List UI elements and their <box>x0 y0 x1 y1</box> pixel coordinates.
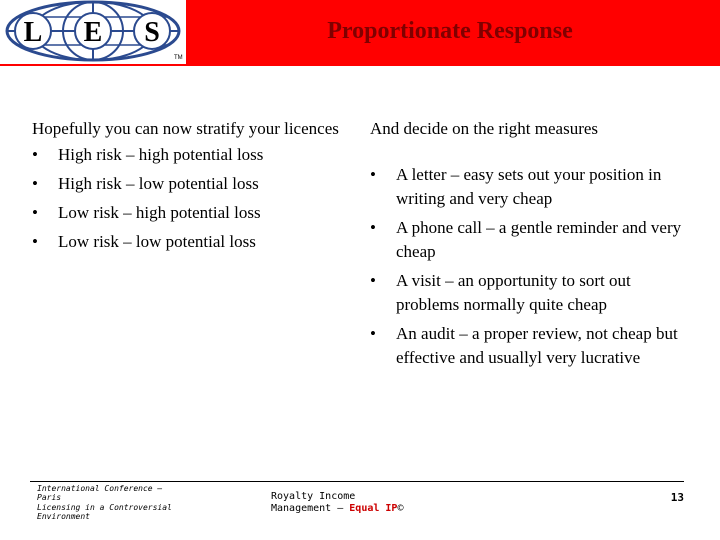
list-item-text: High risk – high potential loss <box>58 145 264 164</box>
footer-company-name: Equal IP <box>349 503 398 514</box>
list-item <box>32 172 357 196</box>
footer-center-prefix: Management – <box>271 503 350 514</box>
left-bullet-list <box>32 143 357 254</box>
list-item-text: Low risk – low potential loss <box>58 232 256 251</box>
list-item <box>370 163 695 211</box>
svg-text:S: S <box>144 17 160 48</box>
footer-divider <box>30 481 684 482</box>
list-item <box>370 322 695 370</box>
left-column <box>32 117 357 259</box>
slide-title: Proportionate Response <box>327 18 573 44</box>
footer-center-line <box>271 503 491 515</box>
list-item <box>32 143 357 167</box>
copyright-symbol: © <box>397 503 404 514</box>
list-item-text: A letter – easy sets out your position in writing and very cheap <box>396 165 662 208</box>
list-item-text: An audit – a proper review, not cheap but effective and usuallyl very lucrative <box>396 324 678 367</box>
bullet-icon: • <box>370 324 376 343</box>
globe-icon <box>0 0 186 64</box>
list-item-text: Low risk – high potential loss <box>58 203 261 222</box>
right-lead-text: And decide on the right measures <box>370 119 599 138</box>
bullet-icon: • <box>32 203 38 222</box>
list-item <box>32 230 357 254</box>
list-item-text: High risk – low potential loss <box>58 174 259 193</box>
footer-left-line: International Conference – <box>37 484 163 493</box>
footer-presenter-info <box>271 491 491 515</box>
trademark-label: TM <box>174 55 183 61</box>
right-column <box>370 117 695 375</box>
svg-text:E: E <box>83 17 103 48</box>
list-item <box>370 269 695 317</box>
footer-left-line: Licensing in a Controversial <box>37 502 172 512</box>
svg-text:L: L <box>23 17 43 48</box>
bullet-icon: • <box>32 232 38 251</box>
bullet-icon: • <box>370 271 376 290</box>
footer-conference-info <box>37 484 187 522</box>
footer-left-line: Paris <box>37 493 62 503</box>
list-item <box>32 201 357 225</box>
footer-left-line: Environment <box>37 512 90 522</box>
list-item-text: A visit – an opportunity to sort out problems normally quite cheap <box>396 271 631 314</box>
bullet-icon: • <box>370 218 376 237</box>
list-item-text: A phone call – a gentle reminder and very cheap <box>396 218 682 261</box>
footer-center-line: Royalty Income <box>271 491 356 502</box>
left-lead-text: Hopefully you can now stratify your licences <box>32 119 339 138</box>
les-logo <box>0 0 186 64</box>
page-number: 13 <box>670 491 684 504</box>
list-item <box>370 216 695 264</box>
bullet-icon: • <box>370 165 376 184</box>
bullet-icon: • <box>32 174 38 193</box>
right-bullet-list <box>370 163 695 370</box>
bullet-icon: • <box>32 145 38 164</box>
